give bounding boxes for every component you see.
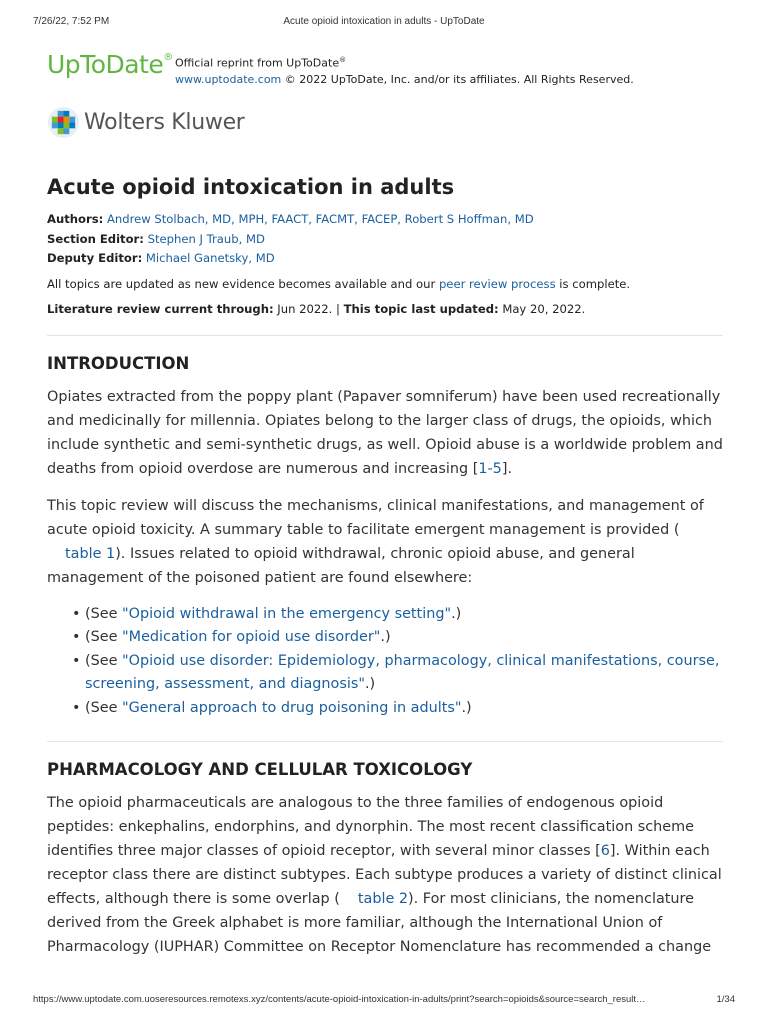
pharm-p1-end: ). For most clinicians, the nomenclature derived from the Greek alphabet is more familiar, although the International Union of Pharmacology (IUPHAR) Committee on Receptor Nomenclature has recommended a change xyxy=(47,891,712,955)
wolters-kluwer-mark-icon xyxy=(47,106,80,139)
print-doc-title: Acute opioid intoxication in adults - UpToDate xyxy=(283,16,485,27)
list-item: • (See "Medication for opioid use disorder".) xyxy=(72,629,391,645)
pharm-p1-text: The opioid pharmaceuticals are analogous to the three families of endogenous opioid peptides: enkephalins, endorphins, and dynorphin. The most recent classification scheme identifies three major classes of opioid receptor, with several minor classes [ xyxy=(47,795,695,859)
intro-p2-end: ). Issues related to opioid withdrawal, chronic opioid abuse, and general management of the poisoned patient are found elsewhere: xyxy=(47,545,635,586)
see-prefix: (See xyxy=(85,699,123,716)
introduction-heading: INTRODUCTION xyxy=(47,353,190,373)
section-editor-row xyxy=(47,230,723,250)
update-note-end: is complete. xyxy=(555,276,631,291)
list-item: • (See "Opioid withdrawal in the emergency setting".) xyxy=(72,605,462,622)
article-title: Acute opioid intoxication in adults xyxy=(47,175,455,199)
list-item: • (See "Opioid use disorder: Epidemiology, pharmacology, clinical manifestations, course, screening, assessment, and diagnosis".) xyxy=(72,652,720,692)
article-meta xyxy=(47,210,723,320)
logo-mark: ® xyxy=(163,52,173,63)
pharmacology-paragraph-1 xyxy=(47,791,723,959)
section-divider xyxy=(47,741,723,742)
update-note-text: All topics are updated as new evidence becomes available and our xyxy=(47,276,439,291)
section-divider xyxy=(47,335,723,336)
publisher-logo xyxy=(47,104,245,140)
article-content xyxy=(47,170,723,959)
list-item: • (See "General approach to drug poisoning in adults".) xyxy=(72,699,472,716)
print-datetime: 7/26/22, 7:52 PM xyxy=(33,16,110,27)
reference-link[interactable]: 6 xyxy=(600,843,610,859)
intro-p2-text: This topic review will discuss the mechanisms, clinical manifestations, and management of acute opioid toxicity. A summary table to facilitate emergent management is provided ( xyxy=(47,497,704,538)
see-suffix: .) xyxy=(451,605,462,622)
publisher-name: Wolters Kluwer xyxy=(84,109,245,135)
topic-link[interactable]: "Medication for opioid use disorder" xyxy=(122,629,381,645)
topic-link[interactable]: "General approach to drug poisoning in adults" xyxy=(122,699,462,716)
deputy-editor-label: Deputy Editor: xyxy=(47,251,143,265)
reference-link[interactable]: 1-5 xyxy=(478,460,502,477)
copyright-text: © 2022 UpToDate, Inc. and/or its affiliates. All Rights Reserved. xyxy=(281,72,634,86)
table-2-link[interactable]: table 2 xyxy=(357,891,409,907)
peer-review-link[interactable]: peer review process xyxy=(438,276,556,291)
reprint-notice xyxy=(175,52,634,88)
lit-review-label: Literature review current through: xyxy=(47,302,274,316)
see-suffix: .) xyxy=(364,676,376,692)
authors-link[interactable]: Andrew Stolbach, MD, MPH, FAACT, FACMT, FACEP, Robert S Hoffman, MD xyxy=(106,212,534,226)
logo-text: UpToDate xyxy=(47,50,164,79)
topic-link[interactable]: "Opioid withdrawal in the emergency setting" xyxy=(122,605,452,622)
last-updated-value: May 20, 2022. xyxy=(498,302,586,316)
uptodate-logo xyxy=(47,50,173,79)
see-suffix: .) xyxy=(461,699,472,716)
see-also-list xyxy=(47,603,723,721)
authors-label: Authors: xyxy=(47,212,104,226)
introduction-paragraph-1 xyxy=(47,385,723,481)
last-updated-label: This topic last updated: xyxy=(343,302,499,316)
table-1-link[interactable]: table 1 xyxy=(65,545,116,562)
reprint-mark: ® xyxy=(339,56,347,64)
section-editor-label: Section Editor: xyxy=(47,231,144,246)
topic-link[interactable]: "Opioid use disorder: Epidemiology, pharmacology, clinical manifestations, course, screening, assessment, and diagnosis" xyxy=(85,652,720,692)
deputy-editor-row xyxy=(47,249,723,269)
deputy-editor-link[interactable]: Michael Ganetsky, MD xyxy=(145,251,275,265)
update-note xyxy=(47,275,723,295)
uptodate-site-link[interactable]: www.uptodate.com xyxy=(175,72,282,86)
lit-review-value: Jun 2022. | xyxy=(273,302,344,316)
section-editor-link[interactable]: Stephen J Traub, MD xyxy=(147,231,265,246)
reprint-line: Official reprint from UpToDate xyxy=(175,56,340,70)
introduction-paragraph-2 xyxy=(47,494,723,590)
print-url: https://www.uptodate.com.uoseresources.remotexs.xyz/contents/acute-opioid-intoxication-in-adults/print?search=opioids&source=search_result… xyxy=(33,994,646,1005)
pharmacology-heading: PHARMACOLOGY AND CELLULAR TOXICOLOGY xyxy=(47,760,473,779)
see-prefix: (See xyxy=(85,605,123,622)
see-prefix: (See xyxy=(85,629,123,645)
pharm-p1-mid: ]. Within each receptor class there are distinct subtypes. Each subtype produces a variety of distinct clinical effects, although there is some overlap ( xyxy=(47,843,722,907)
page-number: 1/34 xyxy=(716,994,735,1005)
review-dates xyxy=(47,300,723,320)
authors-row xyxy=(47,210,723,230)
see-suffix: .) xyxy=(380,629,391,645)
intro-p1-text: Opiates extracted from the poppy plant (Papaver somniferum) have been used recreationally and medicinally for millennia. Opiates belong to the larger class of drugs, the opioids, which include synthetic and semi-synthetic drugs, as well. Opioid abuse is a worldwide problem and deaths from opioid overdose are numerous and increasing [ xyxy=(47,388,723,477)
see-prefix: (See xyxy=(85,652,123,669)
intro-p1-end: ]. xyxy=(501,460,513,477)
